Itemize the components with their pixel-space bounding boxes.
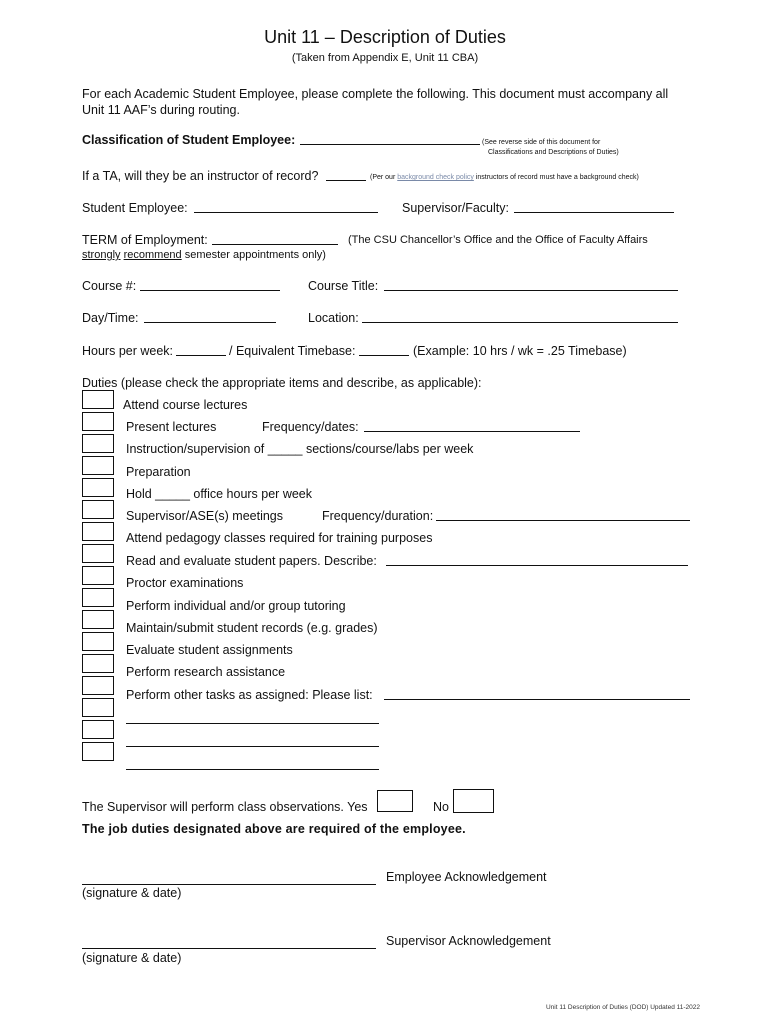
duty-checkbox[interactable] <box>82 390 114 409</box>
duty-checkbox[interactable] <box>82 500 114 519</box>
classification-note-2: Classifications and Descriptions of Duties) <box>488 149 619 156</box>
observation-text: The Supervisor will perform class observations. Yes <box>82 800 368 814</box>
duty-item: Attend pedagogy classes required for training purposes <box>126 531 433 545</box>
employee-signature-date-label: (signature & date) <box>82 886 182 900</box>
intro-line-1: For each Academic Student Employee, please complete the following. This document must accompany all <box>82 87 669 101</box>
ta-instructor-field[interactable] <box>326 168 366 181</box>
employee-acknowledgement-label: Employee Acknowledgement <box>386 870 547 884</box>
equiv-timebase-label: / Equivalent Timebase: <box>229 344 356 358</box>
duty-item: Proctor examinations <box>126 576 244 590</box>
duty-checkbox[interactable] <box>82 720 114 739</box>
duty-checkbox[interactable] <box>82 434 114 453</box>
classification-label: Classification of Student Employee: <box>82 133 296 147</box>
ta-question: If a TA, will they be an instructor of record? <box>82 169 319 183</box>
required-statement: The job duties designated above are required of the employee. <box>82 822 466 836</box>
timebase-example: (Example: 10 hrs / wk = .25 Timebase) <box>413 344 627 358</box>
term-field[interactable] <box>212 232 338 245</box>
supervisor-acknowledgement-label: Supervisor Acknowledgement <box>386 934 551 948</box>
duty-item: Perform research assistance <box>126 665 286 679</box>
classification-field[interactable] <box>300 132 480 145</box>
background-check-link[interactable]: background check policy <box>397 174 474 181</box>
course-number-label: Course #: <box>82 279 137 293</box>
duty-checkbox[interactable] <box>82 610 114 629</box>
frequency-dates-field[interactable] <box>364 419 580 432</box>
location-label: Location: <box>308 311 359 325</box>
observation-no-label: No <box>433 800 449 814</box>
duty-checkbox[interactable] <box>82 456 114 475</box>
duty-item: Present lectures <box>126 420 217 434</box>
duty-checkbox[interactable] <box>82 522 114 541</box>
student-employee-label: Student Employee: <box>82 201 188 215</box>
duty-item: Instruction/supervision of _____ sections/course/labs per week <box>126 442 474 456</box>
term-note-2: strongly recommend semester appointments only) <box>82 249 326 261</box>
frequency-dates-label: Frequency/dates: <box>262 420 359 434</box>
term-note: (The CSU Chancellor’s Office and the Office of Faculty Affairs <box>348 234 648 246</box>
duty-checkbox[interactable] <box>82 412 114 431</box>
other-task-line[interactable] <box>126 711 379 724</box>
describe-field[interactable] <box>386 553 688 566</box>
duty-item: Perform other tasks as assigned: Please list: <box>126 688 373 702</box>
hours-per-week-field[interactable] <box>176 343 226 356</box>
course-title-field[interactable] <box>384 278 678 291</box>
duty-checkbox[interactable] <box>82 566 114 585</box>
course-title-label: Course Title: <box>308 279 379 293</box>
page-footer: Unit 11 Description of Duties (DOD) Updated 11-2022 <box>545 1004 700 1011</box>
duty-item: Hold _____ office hours per week <box>126 487 312 501</box>
duty-item: Attend course lectures <box>123 398 248 412</box>
supervisor-faculty-field[interactable] <box>514 200 674 213</box>
equiv-timebase-field[interactable] <box>359 343 409 356</box>
other-task-line[interactable] <box>126 757 379 770</box>
course-number-field[interactable] <box>140 278 280 291</box>
supervisor-signature-date-label: (signature & date) <box>82 951 182 965</box>
duty-item: Maintain/submit student records (e.g. grades) <box>126 621 378 635</box>
duty-checkbox[interactable] <box>82 676 114 695</box>
supervisor-signature-line[interactable] <box>82 936 376 949</box>
intro-line-2: Unit 11 AAF’s during routing. <box>82 103 240 117</box>
duty-checkbox[interactable] <box>82 588 114 607</box>
hours-per-week-label: Hours per week: <box>82 344 174 358</box>
duty-checkbox[interactable] <box>82 742 114 761</box>
duty-checkbox[interactable] <box>82 478 114 497</box>
duty-item: Perform individual and/or group tutoring <box>126 599 346 613</box>
page-title: Unit 11 – Description of Duties <box>264 27 506 47</box>
duty-item: Supervisor/ASE(s) meetings <box>126 509 284 523</box>
student-employee-field[interactable] <box>194 200 378 213</box>
day-time-label: Day/Time: <box>82 311 139 325</box>
ta-note: (Per our background check policy instructors of record must have a background check) <box>370 174 639 181</box>
duty-checkbox[interactable] <box>82 654 114 673</box>
page-subtitle: (Taken from Appendix E, Unit 11 CBA) <box>291 52 479 64</box>
observation-yes-checkbox[interactable] <box>377 790 413 812</box>
other-tasks-field[interactable] <box>384 687 690 700</box>
observation-no-checkbox[interactable] <box>453 789 494 813</box>
duty-checkbox[interactable] <box>82 632 114 651</box>
other-task-line[interactable] <box>126 734 379 747</box>
duty-item: Preparation <box>126 465 191 479</box>
term-label: TERM of Employment: <box>82 233 208 247</box>
location-field[interactable] <box>362 310 678 323</box>
classification-note-1: (See reverse side of this document for <box>482 139 601 146</box>
duty-item: Read and evaluate student papers. Describe: <box>126 554 377 568</box>
duty-checkbox[interactable] <box>82 698 114 717</box>
duty-item: Evaluate student assignments <box>126 643 293 657</box>
day-time-field[interactable] <box>144 310 276 323</box>
duties-heading: Duties (please check the appropriate items and describe, as applicable): <box>82 376 482 390</box>
duty-checkbox[interactable] <box>82 544 114 563</box>
frequency-duration-label: Frequency/duration: <box>322 509 434 523</box>
supervisor-faculty-label: Supervisor/Faculty: <box>402 201 509 215</box>
employee-signature-line[interactable] <box>82 872 376 885</box>
frequency-duration-field[interactable] <box>436 508 690 521</box>
